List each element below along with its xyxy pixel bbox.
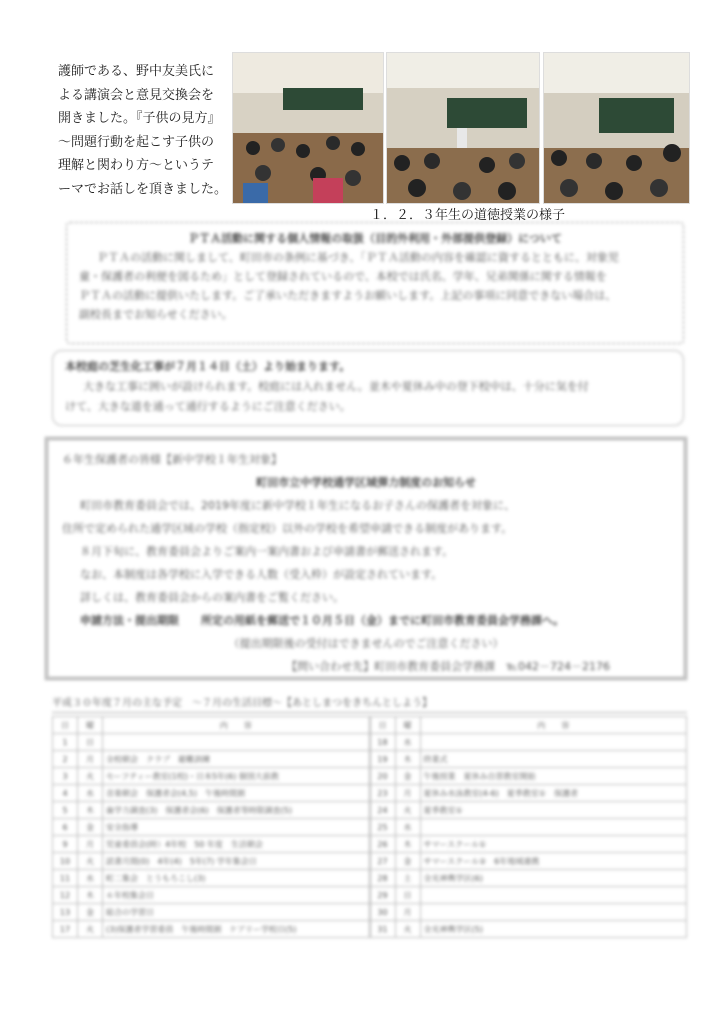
weekday-cell: 金 xyxy=(395,853,420,870)
table-header-row xyxy=(53,717,370,734)
notice-school-district xyxy=(45,437,687,680)
table-row xyxy=(53,768,370,785)
table-row xyxy=(370,836,687,853)
content-cell: セーフティー教室(1校)・日本5年(6) 個別大前教 xyxy=(103,768,370,785)
intro-line: ～問題行動を起こす子供の xyxy=(58,134,215,150)
classroom-photo-2 xyxy=(386,52,540,204)
day-cell: 6 xyxy=(53,819,78,836)
table-row xyxy=(370,853,687,870)
weekday-cell: 日 xyxy=(395,887,420,904)
header-content: 内 容 xyxy=(420,717,687,734)
weekday-cell: 火 xyxy=(395,921,420,938)
weekday-cell: 金 xyxy=(78,819,103,836)
content-cell: サマースクール① xyxy=(420,836,687,853)
content-cell xyxy=(420,819,687,836)
day-cell: 26 xyxy=(370,836,395,853)
table-row xyxy=(370,904,687,921)
table-row xyxy=(53,819,370,836)
weekday-cell: 火 xyxy=(78,768,103,785)
day-cell: 11 xyxy=(53,870,78,887)
table-row xyxy=(53,785,370,802)
weekday-cell: 金 xyxy=(78,904,103,921)
schedule-right xyxy=(370,716,688,938)
intro-line: 護師である、野中友美氏に xyxy=(58,64,215,79)
header-day: 日 xyxy=(53,717,78,734)
notice-line: ＰＴＡの活動に提供いたします。ご了承いただきますようお願いします。上記の事項に同意できない場合は、 xyxy=(79,289,617,302)
day-cell: 31 xyxy=(370,921,395,938)
schedule-title: 平成３０年度７月の主な予定 ～７月の生活目標～【あとしまつをきちんとしよう】 xyxy=(52,694,687,713)
table-row xyxy=(53,751,370,768)
content-cell: 町二集会 とうもろこし(3) xyxy=(103,870,370,887)
content-cell: 音楽朝会 保護者会(4,5) 午後時間割 xyxy=(103,785,370,802)
day-cell: 1 xyxy=(53,734,78,751)
content-cell: ６年校集会日 xyxy=(103,887,370,904)
weekday-cell: 水 xyxy=(78,870,103,887)
content-cell: (3)保護者学習委員 午後時間割 ケアリー学校日(5) xyxy=(103,921,370,938)
day-cell: 27 xyxy=(370,853,395,870)
day-cell: 28 xyxy=(370,870,395,887)
notice-line: 詳しくは、教育委員会からの案内書をご覧ください。 xyxy=(80,591,344,604)
weekday-cell: 火 xyxy=(78,921,103,938)
table-header-row xyxy=(370,717,687,734)
weekday-cell: 火 xyxy=(395,802,420,819)
day-cell: 25 xyxy=(370,819,395,836)
weekday-cell: 水 xyxy=(395,734,420,751)
schedule-left xyxy=(52,716,370,938)
table-row xyxy=(370,802,687,819)
photo-caption: １．２．３年生の道徳授業の様子 xyxy=(370,208,566,223)
intro-line: ーマでお話しを頂きました。 xyxy=(58,181,228,197)
header-week: 曜 xyxy=(78,717,103,734)
content-cell xyxy=(420,904,687,921)
header-content: 内 容 xyxy=(103,717,370,734)
weekday-cell: 木 xyxy=(395,751,420,768)
apply-method: 申請方法・提出期限 所定の用紙を郵送で１０月５日（金）までに町田市教育委員会学務課へ。 xyxy=(80,614,564,627)
notice-line: なお、本制度は各学校に入学できる人数（受入枠）が設定されています。 xyxy=(80,568,443,581)
day-cell: 18 xyxy=(370,734,395,751)
notice-personal-info xyxy=(66,222,684,344)
weekday-cell: 日 xyxy=(78,734,103,751)
table-row xyxy=(370,751,687,768)
intro-text xyxy=(58,60,228,201)
content-cell xyxy=(103,734,370,751)
header-day: 日 xyxy=(370,717,395,734)
day-cell: 10 xyxy=(53,853,78,870)
table-row xyxy=(53,836,370,853)
weekday-cell: 火 xyxy=(78,853,103,870)
content-cell: 夏季教室① xyxy=(420,802,687,819)
contact-info: 【問い合わせ先】町田市教育委員会学務課 ℡042－724－2176 xyxy=(286,660,610,673)
table-row xyxy=(370,870,687,887)
table-row xyxy=(53,887,370,904)
table-row xyxy=(53,802,370,819)
table-row xyxy=(53,734,370,751)
header-week: 曜 xyxy=(395,717,420,734)
day-cell: 2 xyxy=(53,751,78,768)
weekday-cell: 月 xyxy=(78,836,103,853)
content-cell: 夏休み水泳教室(4-6) 夏季教室① 保護者 xyxy=(420,785,687,802)
day-cell: 5 xyxy=(53,802,78,819)
table-row xyxy=(370,785,687,802)
intro-line: 理解と関わり方～というテ xyxy=(58,158,215,173)
weekday-cell: 月 xyxy=(395,904,420,921)
table-row xyxy=(53,904,370,921)
day-cell: 17 xyxy=(53,921,78,938)
day-cell: 19 xyxy=(370,751,395,768)
day-cell: 3 xyxy=(53,768,78,785)
weekday-cell: 金 xyxy=(395,768,420,785)
notice-title: 町田市立中学校通学区域弾力制度のお知らせ xyxy=(256,476,476,489)
day-cell: 4 xyxy=(53,785,78,802)
day-cell: 9 xyxy=(53,836,78,853)
weekday-cell: 木 xyxy=(78,802,103,819)
classroom-photo-3 xyxy=(543,52,690,204)
day-cell: 23 xyxy=(370,785,395,802)
schedule-table xyxy=(52,716,687,938)
content-cell: 児童委員会(時）4年校 50 年度 生活朝会 xyxy=(103,836,370,853)
content-cell: 全光神輿学区(5) xyxy=(420,921,687,938)
day-cell: 12 xyxy=(53,887,78,904)
notice-line: ＰＴＡの活動に関しまして、町田市の条例に基づき、「ＰＴＡ活動の内容を確認に資するとともに、対象児 xyxy=(97,251,619,264)
table-row xyxy=(53,853,370,870)
notice-turf-construction xyxy=(52,350,684,426)
content-cell: 歯学力調査(3) 保護者会(6) 保護者等時限調査(5) xyxy=(103,802,370,819)
table-row xyxy=(53,870,370,887)
notice-line: けて、大きな道を通って通行するようにご注意ください。 xyxy=(65,400,351,413)
classroom-photo-1 xyxy=(232,52,384,204)
weekday-cell: 水 xyxy=(78,785,103,802)
content-cell: 終業式 xyxy=(420,751,687,768)
intro-line: 開きました。『子供の見方』 xyxy=(58,111,221,126)
content-cell xyxy=(420,887,687,904)
content-cell xyxy=(420,734,687,751)
weekday-cell: 木 xyxy=(78,887,103,904)
table-row xyxy=(370,819,687,836)
content-cell: 読書月間(0) 4年(4) 5年(7) 学年集会日 xyxy=(103,853,370,870)
weekday-cell: 月 xyxy=(78,751,103,768)
weekday-cell: 月 xyxy=(395,785,420,802)
table-row xyxy=(370,734,687,751)
weekday-cell: 水 xyxy=(395,819,420,836)
day-cell: 29 xyxy=(370,887,395,904)
table-row xyxy=(370,887,687,904)
notice-title: ＰＴＡ活動に関する個人情報の取扱（目的外利用・外部提供登録）について xyxy=(188,232,562,245)
notice-tag: ６年生保護者の皆様【新中学校１年生対象】 xyxy=(62,453,282,466)
day-cell: 30 xyxy=(370,904,395,921)
weekday-cell: 木 xyxy=(395,836,420,853)
intro-line: よる講演会と意見交換会を xyxy=(58,87,215,103)
content-cell: 全校朝会 クラブ 避難訓練 xyxy=(103,751,370,768)
table-row xyxy=(370,921,687,938)
notice-line: 町田市教育委員会では、2019年度に新中学校１年生になるお子さんの保護者を対象に、 xyxy=(80,499,515,512)
notice-line: 住所で定められた通学区域の学校（指定校）以外の学校を希望申請できる制度があります。 xyxy=(62,522,513,535)
weekday-cell: 土 xyxy=(395,870,420,887)
apply-note: （提出期限後の受付はできませんのでご注意ください） xyxy=(228,637,504,650)
notice-title: 本校庭の芝生化工事が７月１４日（土）より始まります。 xyxy=(65,360,351,373)
content-cell: 午後授業 夏休み自習教室開始 xyxy=(420,768,687,785)
content-cell: 安全指導 xyxy=(103,819,370,836)
notice-line: 副校長までお知らせください。 xyxy=(79,308,233,321)
notice-line: 大きな工事に囲いが設けられます。校庭には入れません。並木や夏休み中の登下校中は、十分に気を付 xyxy=(83,380,589,393)
content-cell: サマースクール② 6年地域連携 xyxy=(420,853,687,870)
content-cell: 全光神輿学区(6) xyxy=(420,870,687,887)
table-row xyxy=(53,921,370,938)
day-cell: 24 xyxy=(370,802,395,819)
notice-line: 童・保護者の利便を図るため」として登録されているので、本校では氏名、学年、兄弟関係に関する情報を xyxy=(79,270,607,283)
content-cell: 総合の学習日 xyxy=(103,904,370,921)
day-cell: 20 xyxy=(370,768,395,785)
notice-line: ８月下旬に、教育委員会よりご案内一案内書および申請書が郵送されます。 xyxy=(80,545,454,558)
table-row xyxy=(370,768,687,785)
day-cell: 13 xyxy=(53,904,78,921)
